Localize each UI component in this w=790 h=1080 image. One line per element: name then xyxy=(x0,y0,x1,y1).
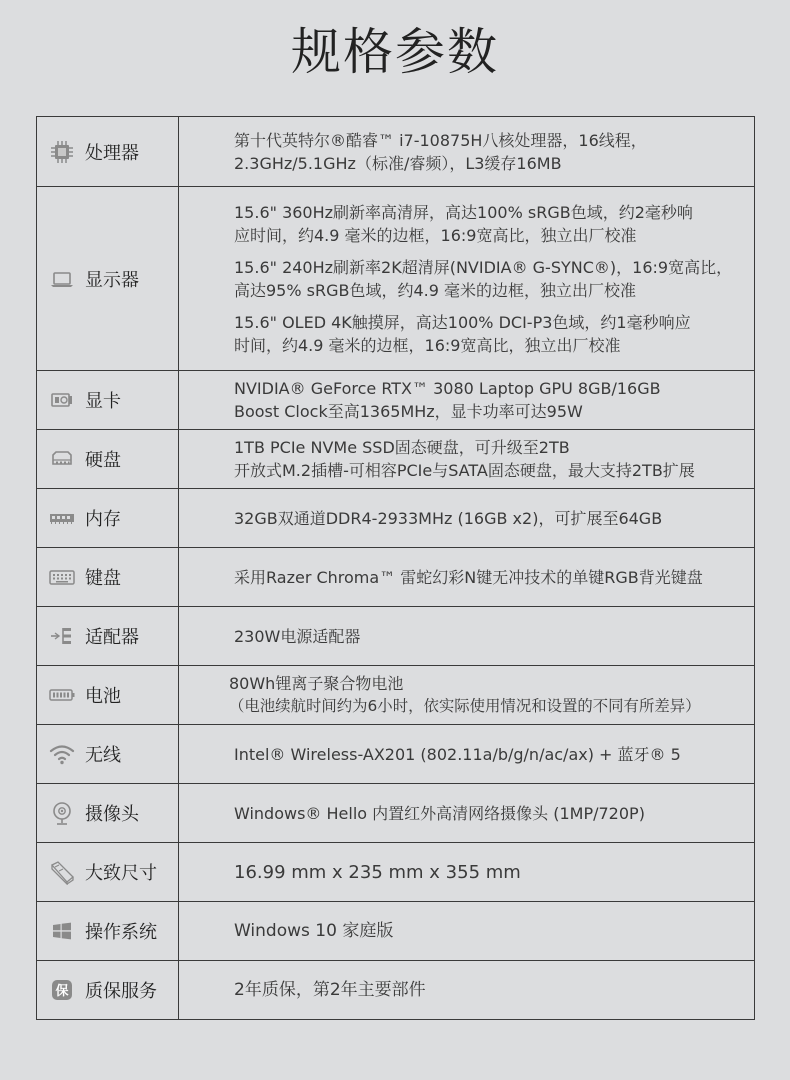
spec-label: 操作系统 xyxy=(85,922,157,943)
spec-table xyxy=(36,116,755,1020)
spacer xyxy=(234,247,748,256)
spec-value-cell xyxy=(179,902,755,961)
spec-label: 内存 xyxy=(85,509,121,530)
spec-label: 适配器 xyxy=(85,627,139,648)
spec-label-cell xyxy=(37,784,179,843)
spec-value-line: Intel® Wireless-AX201 (802.11a/b/g/n/ac/ax) + 蓝牙® 5 xyxy=(234,744,681,764)
spacer xyxy=(234,302,748,311)
spec-label-cell xyxy=(37,187,179,371)
spec-label-cell xyxy=(37,607,179,666)
spec-label: 大致尺寸 xyxy=(85,863,157,884)
spec-value-line: （电池续航时间约为6小时，依实际使用情况和设置的不同有所差异） xyxy=(229,697,701,715)
spec-value-line: Boost Clock至高1365MHz，显卡功率可达95W xyxy=(234,402,583,421)
spec-value-line: 第十代英特尔®酷睿™ i7-10875H八核处理器，16线程， xyxy=(234,130,647,150)
spec-row-dimensions xyxy=(37,843,755,902)
spec-value-line: 80Wh锂离子聚合物电池 xyxy=(229,674,404,693)
ssd-drive-icon xyxy=(49,446,75,472)
spec-label: 摄像头 xyxy=(85,804,139,825)
battery-icon xyxy=(49,682,75,708)
spec-value-cell xyxy=(179,666,755,725)
spec-label: 硬盘 xyxy=(85,450,121,471)
spec-row-webcam xyxy=(37,784,755,843)
spec-label-cell xyxy=(37,371,179,430)
spec-value-cell xyxy=(179,117,755,187)
spec-label-cell xyxy=(37,725,179,784)
spec-value-line: 230W电源适配器 xyxy=(234,626,361,646)
spec-row-adapter xyxy=(37,607,755,666)
spec-value-cell xyxy=(179,784,755,843)
cpu-chip-icon xyxy=(49,139,75,165)
spec-value-line: 15.6" 240Hz刷新率2K超清屏(NVIDIA® G-SYNC®)，16:9宽高比， xyxy=(234,257,733,277)
spec-label: 质保服务 xyxy=(85,981,157,1002)
memory-stick-icon xyxy=(49,505,75,531)
spec-value-cell xyxy=(179,607,755,666)
spec-value-cell xyxy=(179,430,755,489)
spec-label-cell xyxy=(37,843,179,902)
spec-value-line: 采用Razer Chroma™ 雷蛇幻彩N键无冲技术的单键RGB背光键盘 xyxy=(234,567,703,587)
spec-value-cell xyxy=(179,187,755,371)
spec-value-cell xyxy=(179,961,755,1020)
spec-label: 键盘 xyxy=(85,568,121,589)
spec-row-wireless xyxy=(37,725,755,784)
spec-row-warranty xyxy=(37,961,755,1020)
spec-value-line: NVIDIA® GeForce RTX™ 3080 Laptop GPU 8GB/16GB xyxy=(234,379,661,398)
power-adapter-icon xyxy=(49,623,75,649)
spec-label: 处理器 xyxy=(85,142,139,164)
spec-label-cell xyxy=(37,117,179,187)
spec-row-graphics xyxy=(37,371,755,430)
dimensions-icon xyxy=(49,859,75,885)
laptop-icon xyxy=(49,266,75,292)
spec-value-line: 开放式M.2插槽-可相容PCIe与SATA固态硬盘，最大支持2TB扩展 xyxy=(234,461,695,480)
spec-label-cell xyxy=(37,961,179,1020)
warranty-badge-icon xyxy=(49,977,75,1003)
spec-row-os xyxy=(37,902,755,961)
windows-logo-icon xyxy=(49,918,75,944)
spec-row-storage xyxy=(37,430,755,489)
spec-value-cell xyxy=(179,548,755,607)
spec-label: 电池 xyxy=(85,686,121,707)
spec-value-line: 高达95% sRGB色域，约4.9 毫米的边框，独立出厂校准 xyxy=(234,280,637,300)
page-title: 规格参数 xyxy=(291,23,499,81)
svg-text:保: 保 xyxy=(55,984,69,999)
graphics-card-icon xyxy=(49,387,75,413)
spec-label-cell xyxy=(37,666,179,725)
spec-value-cell xyxy=(179,489,755,548)
spec-row-battery xyxy=(37,666,755,725)
keyboard-icon xyxy=(49,564,75,590)
spec-value-line: 2.3GHz/5.1GHz（标准/睿频），L3缓存16MB xyxy=(234,153,562,173)
spec-value-line: 2年质保，第2年主要部件 xyxy=(234,979,426,1000)
spec-label-cell xyxy=(37,430,179,489)
spec-value-line: Windows® Hello 内置红外高清网络摄像头 (1MP/720P) xyxy=(234,803,645,823)
spec-value-cell xyxy=(179,725,755,784)
spec-value-cell xyxy=(179,843,755,902)
spec-row-keyboard xyxy=(37,548,755,607)
spec-value-line: 16.99 mm x 235 mm x 355 mm xyxy=(234,861,521,883)
spec-row-display xyxy=(37,187,755,371)
spec-value-line: 32GB双通道DDR4-2933MHz (16GB x2)，可扩展至64GB xyxy=(234,508,663,528)
spec-label: 显卡 xyxy=(85,391,121,412)
spec-value-line: Windows 10 家庭版 xyxy=(234,920,394,941)
spec-value-cell xyxy=(179,371,755,430)
wifi-icon xyxy=(49,741,75,767)
spec-label-cell xyxy=(37,489,179,548)
spec-row-memory xyxy=(37,489,755,548)
spec-value-line: 15.6" 360Hz刷新率高清屏，高达100% sRGB色域，约2毫秒响 xyxy=(234,202,693,222)
spec-label: 无线 xyxy=(85,745,121,766)
spec-value-line: 1TB PCIe NVMe SSD固态硬盘，可升级至2TB xyxy=(234,438,570,457)
spec-value-line: 15.6" OLED 4K触摸屏，高达100% DCI-P3色域，约1毫秒响应 xyxy=(234,312,691,332)
spec-value-line: 应时间，约4.9 毫米的边框，16:9宽高比，独立出厂校准 xyxy=(234,225,637,245)
spec-label-cell xyxy=(37,548,179,607)
spec-label: 显示器 xyxy=(85,269,139,291)
webcam-icon xyxy=(49,800,75,826)
spec-value-line: 时间，约4.9 毫米的边框，16:9宽高比，独立出厂校准 xyxy=(234,335,621,355)
spec-row-processor xyxy=(37,117,755,187)
spec-label-cell xyxy=(37,902,179,961)
